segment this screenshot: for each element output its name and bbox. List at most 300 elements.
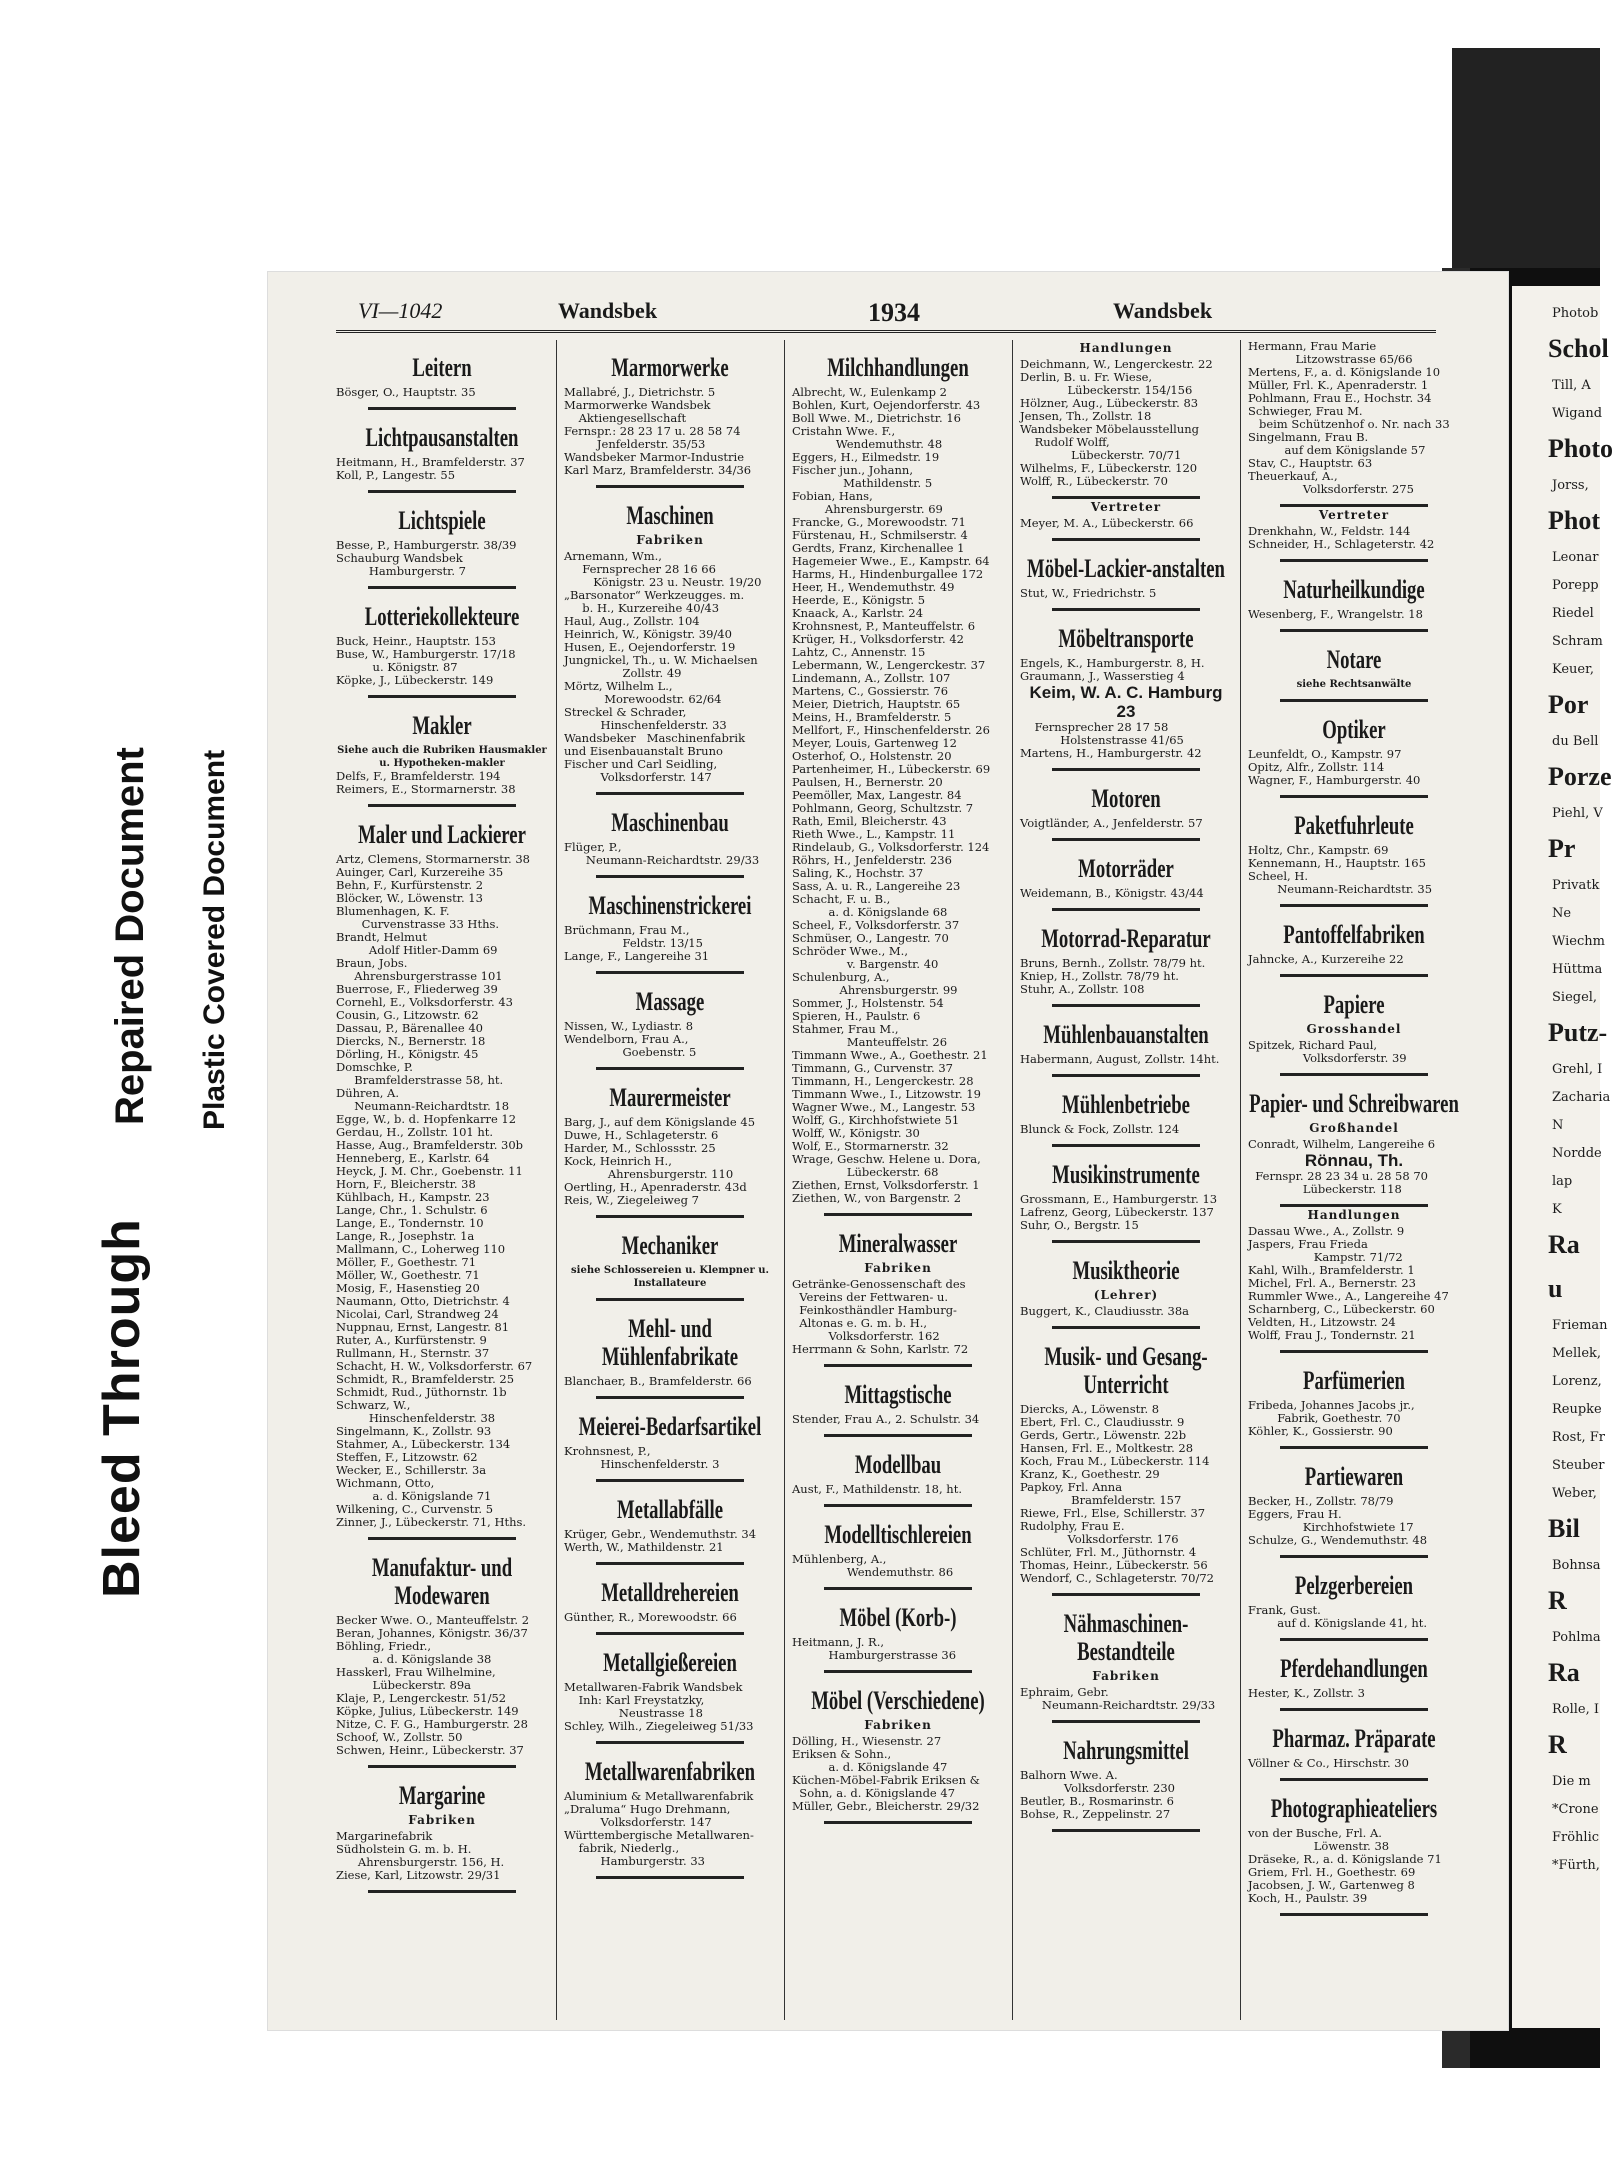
directory-entry: Bramfelderstrasse 58, ht. [336,1073,504,1087]
directory-entry: Schmüser, O., Langestr. 70 [792,931,949,945]
cross-reference-note: siehe Schlossereien u. Klempner u. Installateure [571,1265,769,1289]
directory-entry: Wagner, F., Hamburgerstr. 40 [1248,773,1421,787]
category-heading: Pantoffelfabriken [1283,920,1425,949]
section-rule [368,1890,516,1893]
adjacent-page-text: Fröhlic [1552,1830,1600,1845]
directory-entry: Reis, W., Ziegeleiweg 7 [564,1193,699,1207]
directory-entry: Rullmann, H., Sternstr. 37 [336,1346,490,1360]
category-subheading: Großhandel [1309,1121,1399,1135]
section-rule [596,792,744,795]
directory-entry: Balhorn Wwe. A. [1020,1768,1118,1782]
category-subheading: Fabriken [636,533,704,547]
directory-entry: Völlner & Co., Hirschstr. 30 [1248,1756,1409,1770]
section-rule [368,586,516,589]
directory-entry: Brüchmann, Frau M., [564,923,690,937]
directory-entry: Volksdorferstr. 162 [792,1329,940,1343]
section-rule [1052,608,1200,611]
directory-entry: Heyck, J. M. Chr., Goebenstr. 11 [336,1164,523,1178]
directory-entry: Bösger, O., Hauptstr. 35 [336,385,476,399]
directory-entry: Rath, Emil, Bleicherstr. 43 [792,814,947,828]
directory-entry: Lahtz, C., Annenstr. 15 [792,645,926,659]
directory-entry: Köpke, J., Lübeckerstr. 149 [336,673,494,687]
directory-entry: Besse, P., Hamburgerstr. 38/39 [336,538,517,552]
category-heading: Nahrungsmittel [1063,1736,1189,1765]
category-heading: Naturheilkundige [1283,575,1425,604]
directory-entry: Peemöller, Max, Langestr. 84 [792,788,962,802]
directory-entry: Litzowstrasse 65/66 [1248,352,1413,366]
adjacent-page-text: u [1548,1274,1563,1303]
directory-entry: „Draluma“ Hugo Drehmann, [564,1802,731,1816]
category-heading: Margarine [398,1781,486,1810]
directory-entry: Martens, C., Gossierstr. 76 [792,684,949,698]
directory-entry: Kahl, Wilh., Bramfelderstr. 1 [1248,1263,1415,1277]
directory-entry: Timmann, H., Lengerckestr. 28 [792,1074,974,1088]
directory-entry: Württembergische Metallwaren- [564,1828,754,1842]
section-rule [368,1765,516,1768]
running-head-left: Wandsbek [558,298,658,323]
adjacent-page-text: K [1552,1202,1562,1217]
directory-entry: Singelmann, Frau B. [1248,430,1369,444]
directory-entry: auf dem Königslande 57 [1248,443,1426,457]
firm-advertisement: Keim, W. A. C. Hamburg 23 [1029,683,1223,721]
directory-entry: Neumann-Reichardtstr. 29/33 [564,853,760,867]
directory-entry: Volksdorferstr. 147 [564,770,712,784]
directory-entry: Zollstr. 49 [564,666,682,680]
directory-entry: Wagner Wwe., M., Langestr. 53 [792,1100,976,1114]
adjacent-page-text: N [1552,1118,1564,1133]
adjacent-page-text: R [1548,1730,1567,1759]
directory-entry: Wecker, E., Schillerstr. 3a [336,1463,487,1477]
directory-entry: Volksdorferstr. 39 [1248,1051,1407,1065]
category-heading: Metallwarenfabriken [584,1757,756,1786]
section-rule [1052,1593,1200,1596]
directory-entry: Blöcker, W., Löwenstr. 13 [336,891,483,905]
directory-entry: Heinrich, W., Königstr. 39/40 [564,627,732,641]
scanner-bed-top [1452,48,1600,268]
directory-entry: Griem, Frl. H., Goethestr. 69 [1248,1865,1416,1879]
directory-entry: Domschke, P. [336,1060,413,1074]
section-rule [596,1067,744,1070]
page-number: VI—1042 [358,298,443,323]
directory-entry: Neustrasse 18 [564,1706,703,1720]
adjacent-page-text: Ne [1552,906,1572,921]
directory-entry: Nissen, W., Lydiastr. 8 [564,1019,694,1033]
directory-entry: Opitz, Alfr., Zollstr. 114 [1248,760,1385,774]
directory-entry: Hasskerl, Frau Wilhelmine, [336,1665,496,1679]
directory-entry: Fernsprecher 28 16 66 [564,562,716,576]
directory-entry: Fischer jun., Johann, [792,463,913,477]
section-rule [1280,504,1428,507]
directory-entry: Kirchhofstwiete 17 [1248,1520,1414,1534]
directory-entry: Michel, Frl. A., Bernerstr. 23 [1248,1276,1416,1290]
directory-entry: Wilhelms, F., Lübeckerstr. 120 [1020,461,1198,475]
directory-entry: Holstenstrasse 41/65 [1020,733,1184,747]
directory-entry: beim Schützenhof o. Nr. nach 33 [1248,417,1450,431]
adjacent-page-text: Schram [1552,634,1603,649]
section-rule [1280,1555,1428,1558]
directory-column-1 [336,340,548,1893]
section-rule [824,1670,972,1673]
directory-entry: Blumenhagen, K. F. [336,904,450,918]
adjacent-page-text: Zacharia [1552,1090,1611,1105]
category-heading: Lichtspiele [398,506,486,535]
directory-entry: Martens, H., Hamburgerstr. 42 [1020,746,1202,760]
directory-entry: v. Bargenstr. 40 [792,957,939,971]
directory-entry: Ahrensburgerstr. 69 [792,502,943,516]
category-heading: Mühlenbauanstalten [1043,1020,1209,1049]
section-rule [1280,1638,1428,1641]
directory-entry: Klaje, P., Lengerckestr. 51/52 [336,1691,507,1705]
adjacent-page-text: Weber, [1552,1486,1597,1501]
directory-entry: Gerdts, Franz, Kirchenallee 1 [792,541,965,555]
directory-entry: Nuppnau, Ernst, Langestr. 81 [336,1320,510,1334]
adjacent-page-text: Reupke [1552,1402,1602,1417]
directory-entry: auf d. Königslande 41, ht. [1248,1616,1428,1630]
directory-entry: Suhr, O., Bergstr. 15 [1020,1218,1139,1232]
directory-entry: Scheel, H. [1248,869,1309,883]
section-rule [596,1396,744,1399]
directory-entry: Lübeckerstr. 68 [792,1165,939,1179]
directory-entry: Buck, Heinr., Hauptstr. 153 [336,634,496,648]
cross-reference-note: Siehe auch die Rubriken Hausmakler u. Hypotheken-makler [337,745,547,769]
category-heading: Paketfuhrleute [1294,811,1414,840]
category-heading: Modelltischlereien [824,1520,972,1549]
section-rule [1052,496,1200,499]
category-heading: Mehl- und Mühlenfabrikate [601,1314,739,1371]
directory-entry: a. d. Königslande 38 [336,1652,492,1666]
directory-entry: Schröder Wwe., M., [792,944,908,958]
category-heading: Motoren [1091,784,1161,813]
category-heading: Maschinenbau [611,808,729,837]
directory-entry: Cousin, G., Litzowstr. 62 [336,1008,479,1022]
directory-entry: Schmidt, R., Bramfelderstr. 25 [336,1372,515,1386]
directory-entry: Gerds, Gertr., Löwenstr. 22b [1020,1428,1187,1442]
page-year: 1934 [868,298,920,327]
section-rule [1280,1350,1428,1353]
directory-entry: Rieth Wwe., L., Kampstr. 11 [792,827,956,841]
directory-entry: Wandsbeker Maschinenfabrik [564,731,746,745]
section-rule [1280,699,1428,702]
directory-entry: Böhling, Friedr., [336,1639,432,1653]
category-heading: Mühlenbetriebe [1062,1090,1190,1119]
directory-entry: Kranz, K., Goethestr. 29 [1020,1467,1160,1481]
directory-entry: Schlüter, Frl. M., Jüthornstr. 4 [1020,1545,1197,1559]
section-rule [1280,795,1428,798]
category-heading: Meierei-Bedarfsartikel [578,1412,762,1441]
directory-entry: Stender, Frau A., 2. Schulstr. 34 [792,1412,980,1426]
directory-entry: Ahrensburgerstrasse 101 [336,969,503,983]
directory-entry: Krüger, Gebr., Wendemuthstr. 34 [564,1527,757,1541]
directory-entry: Neumann-Reichardtstr. 35 [1248,882,1433,896]
adjacent-page-text: Wiechm [1552,934,1605,949]
directory-entry: Karl Marz, Bramfelderstr. 34/36 [564,463,752,477]
directory-entry: „Barsonator“ Werkzeugges. m. [564,588,745,602]
directory-entry: Neumann-Reichardtstr. 29/33 [1020,1698,1216,1712]
category-heading: Massage [635,987,705,1016]
directory-entry: Paulsen, H., Bernerstr. 20 [792,775,943,789]
directory-entry: Meyer, M. A., Lübeckerstr. 66 [1020,516,1194,530]
directory-entry: Möller, W., Goethestr. 71 [336,1268,480,1282]
directory-entry: Müller, Frl. K., Apenraderstr. 1 [1248,378,1429,392]
directory-entry: Kühlbach, H., Kampstr. 23 [336,1190,490,1204]
directory-entry: Schacht, H. W., Volksdorferstr. 67 [336,1359,533,1373]
directory-entry: Eriksen & Sohn., [792,1747,892,1761]
directory-entry: Vereins der Fettwaren- u. [792,1290,949,1304]
directory-entry: Gerdau, H., Zollstr. 101 ht. [336,1125,494,1139]
directory-entry: Fernsprecher 28 17 58 [1020,720,1169,734]
directory-entry: Cristahn Wwe. F., [792,424,896,438]
adjacent-page-text: Till, A [1552,378,1591,393]
adjacent-page-text: Riedel [1552,606,1594,621]
directory-entry: Albrecht, W., Eulenkamp 2 [792,385,947,399]
directory-entry: Lange, Chr., 1. Schulstr. 6 [336,1203,488,1217]
adjacent-page-text: Rost, Fr [1552,1430,1606,1445]
directory-entry: Wolff, G., Kirchhofstwiete 51 [792,1113,960,1127]
category-heading: Musikinstrumente [1052,1160,1200,1189]
adjacent-page-fragment [1512,286,1613,2028]
directory-entry: Metallwaren-Fabrik Wandsbek [564,1680,743,1694]
directory-entry: Rudolphy, Frau E. [1020,1519,1125,1533]
adjacent-page-text: Keuer, [1552,662,1595,677]
directory-entry: Fürstenau, H., Schmilserstr. 4 [792,528,968,542]
category-heading: Notare [1326,645,1382,674]
directory-entry: Buse, W., Hamburgerstr. 17/18 [336,647,516,661]
directory-entry: Herrmann & Sohn, Karlstr. 72 [792,1342,969,1356]
directory-entry: Schneider, H., Schlageterstr. 42 [1248,537,1435,551]
directory-entry: von der Busche, Frl. A. [1248,1826,1382,1840]
directory-entry: Meins, H., Bramfelderstr. 5 [792,710,952,724]
directory-entry: Hasse, Aug., Bramfelderstr. 30b [336,1138,524,1152]
category-heading: Maler und Lackierer [358,820,526,849]
directory-entry: Röhrs, H., Jenfelderstr. 236 [792,853,952,867]
directory-entry: Küchen-Möbel-Fabrik Eriksen & [792,1773,980,1787]
directory-entry: Osterhof, O., Holstenstr. 20 [792,749,952,763]
directory-entry: Schwarz, W., [336,1398,411,1412]
adjacent-page-text: Photo [1548,434,1613,463]
category-heading: Milchhandlungen [827,353,969,382]
section-rule [1280,559,1428,562]
category-subheading: Fabriken [1092,1669,1160,1683]
directory-entry: Rudolf Wolff, [1020,435,1110,449]
directory-entry: Lübeckerstr. 70/71 [1020,448,1182,462]
directory-entry: Wolff, W., Königstr. 30 [792,1126,920,1140]
running-head-right: Wandsbek [1113,298,1213,323]
category-subheading: Vertreter [1090,500,1162,514]
directory-entry: Ziethen, Ernst, Volksdorferstr. 1 [792,1178,980,1192]
directory-entry: Bohlen, Kurt, Oejendorferstr. 43 [792,398,981,412]
directory-entry: Schmidt, Rud., Jüthornstr. 1b [336,1385,507,1399]
directory-entry: Bramfelderstr. 157 [1020,1493,1182,1507]
category-subheading: Vertreter [1318,508,1390,522]
category-heading: Manufaktur- und Modewaren [371,1553,513,1610]
section-rule [1280,1778,1428,1781]
directory-entry: Kniep, H., Zollstr. 78/79 ht. [1020,969,1179,983]
category-heading: Maurermeister [609,1083,731,1112]
adjacent-page-text: Ra [1548,1658,1580,1687]
category-heading: Partiewaren [1304,1462,1404,1491]
directory-entry: Naumann, Otto, Dietrichstr. 4 [336,1294,510,1308]
directory-entry: Koch, H., Paulstr. 39 [1248,1891,1368,1905]
directory-entry: Flüger, P., [564,840,622,854]
section-rule [1280,1204,1428,1207]
directory-entry: Riewe, Frl., Else, Schillerstr. 37 [1020,1506,1206,1520]
adjacent-page-text: Grehl, I [1552,1062,1603,1077]
category-heading: Papier- und Schreibwaren [1249,1089,1459,1118]
section-rule [824,1504,972,1507]
directory-entry: Wolff, Frau J., Tondernstr. 21 [1248,1328,1416,1342]
adjacent-page-text: Jorss, [1552,478,1589,493]
section-rule [596,1298,744,1301]
column-divider [784,340,785,2020]
directory-entry: Wichmann, Otto, [336,1476,435,1490]
directory-entry: Morewoodstr. 62/64 [564,692,722,706]
directory-entry: Barg, J., auf dem Königslande 45 [564,1115,756,1129]
directory-entry: Kampstr. 71/72 [1248,1250,1403,1264]
category-heading: Lichtpausanstalten [365,423,519,452]
directory-entry: Wendemuthstr. 48 [792,437,943,451]
directory-entry: Cornehl, E., Volksdorferstr. 43 [336,995,513,1009]
directory-entry: Wendelborn, Frau A., [564,1032,689,1046]
directory-entry: Krohnsnest, P., [564,1444,651,1458]
directory-entry: Blunck & Fock, Zollstr. 124 [1020,1122,1180,1136]
directory-entry: Engels, K., Hamburgerstr. 8, H. [1020,656,1205,670]
directory-entry: Thomas, Heinr., Lübeckerstr. 56 [1020,1558,1208,1572]
directory-entry: Löwenstr. 38 [1248,1839,1390,1853]
section-rule [1280,1073,1428,1076]
section-rule [596,1632,744,1635]
directory-entry: Sass, A. u. R., Langereihe 23 [792,879,961,893]
directory-entry: Hamburgerstr. 33 [564,1854,705,1868]
directory-entry: Veldten, H., Litzowstr. 24 [1248,1315,1396,1329]
section-rule [368,804,516,807]
directory-entry: Kock, Heinrich H., [564,1154,672,1168]
directory-entry: Saling, K., Hochstr. 37 [792,866,924,880]
directory-column-2 [564,340,776,1879]
category-heading: Makler [412,711,472,740]
directory-entry: Feldstr. 13/15 [564,936,703,950]
section-rule [824,1434,972,1437]
directory-entry: Fernspr. 28 23 34 u. 28 58 70 [1248,1169,1428,1183]
directory-entry: Lafrenz, Georg, Lübeckerstr. 137 [1020,1205,1214,1219]
directory-entry: Fabrik, Goethestr. 70 [1248,1411,1401,1425]
category-subheading: (Lehrer) [1093,1288,1159,1302]
directory-entry: Nitze, C. F. G., Hamburgerstr. 28 [336,1717,528,1731]
directory-entry: Fobian, Hans, [792,489,873,503]
adjacent-page-text: Phot [1548,506,1600,535]
category-heading: Modellbau [854,1450,942,1479]
directory-entry: Königstr. 23 u. Neustr. 19/20 [564,575,762,589]
directory-column-5 [1248,340,1460,1916]
directory-entry: Günther, R., Morewoodstr. 66 [564,1610,737,1624]
directory-entry: Volksdorferstr. 147 [564,1815,712,1829]
adjacent-page-text: Die m [1552,1774,1591,1789]
category-subheading: Grosshandel [1306,1022,1402,1036]
directory-entry: Stahmer, A., Lübeckerstr. 134 [336,1437,511,1451]
directory-entry: Braun, Jobs. [336,956,408,970]
directory-entry: Volksdorferstr. 275 [1248,482,1414,496]
directory-entry: Dörling, H., Königstr. 45 [336,1047,479,1061]
directory-entry: Lange, F., Langereihe 31 [564,949,710,963]
directory-entry: u. Königstr. 87 [336,660,458,674]
directory-entry: Beran, Johannes, Königstr. 36/37 [336,1626,528,1640]
category-heading: Optiker [1322,715,1386,744]
directory-entry: Manteuffelstr. 26 [792,1035,948,1049]
directory-entry: Haul, Aug., Zollstr. 104 [564,614,700,628]
directory-entry: Heitmann, H., Bramfelderstr. 37 [336,455,525,469]
directory-entry: Hagemeier Wwe., E., Kampstr. 64 [792,554,990,568]
directory-entry: Deichmann, W., Lengerckestr. 22 [1020,357,1213,371]
directory-entry: Spieren, H., Paulstr. 6 [792,1009,921,1023]
directory-entry: Marmorwerke Wandsbek [564,398,711,412]
adjacent-page-text: Pohlma [1552,1630,1601,1645]
directory-entry: Becker, H., Zollstr. 78/79 [1248,1494,1394,1508]
adjacent-page-text: Porepp [1552,578,1599,593]
adjacent-page-text: Privatk [1552,878,1600,893]
directory-entry: Drenkhahn, W., Feldstr. 144 [1248,524,1411,538]
category-subheading: Fabriken [864,1261,932,1275]
directory-entry: Beutler, B., Rosmarinstr. 6 [1020,1794,1174,1808]
directory-entry: Rindelaub, G., Volksdorferstr. 124 [792,840,990,854]
category-subheading: Handlungen [1307,1208,1401,1222]
directory-entry: Holtz, Chr., Kampstr. 69 [1248,843,1389,857]
directory-entry: Egge, W., b. d. Hopfenkarre 12 [336,1112,517,1126]
directory-entry: Jacobsen, J. W., Gartenweg 8 [1248,1878,1415,1892]
directory-entry: Horn, F., Bleicherstr. 38 [336,1177,476,1191]
plastic-covered-stamp: Plastic Covered Document [198,749,231,1130]
directory-entry: Schley, Wilh., Ziegeleiweg 51/33 [564,1719,754,1733]
category-heading: Lotteriekollekteure [364,602,520,631]
section-rule [1052,838,1200,841]
adjacent-page-text: Schol [1548,334,1609,363]
category-heading: Möbel (Verschiedene) [811,1686,985,1715]
directory-entry: Wandsbeker Marmor-Industrie [564,450,745,464]
adjacent-page-text: Leonar [1552,550,1599,565]
directory-entry: Wendorf, C., Schlageterstr. 70/72 [1020,1571,1214,1585]
category-heading: Mechaniker [621,1231,719,1260]
directory-entry: Conradt, Wilhelm, Langereihe 6 [1248,1137,1436,1151]
directory-entry: Köpke, Julius, Lübeckerstr. 149 [336,1704,519,1718]
directory-entry: Lübeckerstr. 89a [336,1678,472,1692]
directory-entry: Derlin, B. u. Fr. Wiese, [1020,370,1153,384]
directory-entry: Partenheimer, H., Lübeckerstr. 69 [792,762,991,776]
category-heading: Möbeltransporte [1058,624,1194,653]
category-heading: Marmorwerke [611,353,729,382]
directory-entry: Leunfeldt, O., Kampstr. 97 [1248,747,1402,761]
directory-entry: Boll Wwe. M., Dietrichstr. 16 [792,411,961,425]
directory-entry: Krohnsnest, P., Manteuffelstr. 6 [792,619,976,633]
directory-entry: Hansen, Frl. E., Moltkestr. 28 [1020,1441,1194,1455]
directory-column-4 [1020,340,1232,1832]
section-rule [1052,538,1200,541]
adjacent-page-text: du Bell [1552,734,1599,749]
directory-entry: Meier, Dietrich, Hauptstr. 65 [792,697,961,711]
directory-entry: Hinschenfelderstr. 33 [564,718,727,732]
adjacent-page-text: Steuber [1552,1458,1605,1473]
directory-entry: Henneberg, E., Karlstr. 64 [336,1151,490,1165]
directory-entry: Volksdorferstr. 176 [1020,1532,1179,1546]
directory-entry: Ziethen, W., von Bargenstr. 2 [792,1191,962,1205]
directory-entry: Mertens, F., a. d. Königslande 10 [1248,365,1441,379]
adjacent-page-text: Por [1548,690,1589,719]
column-divider [556,340,557,2020]
directory-entry: Jenfelderstr. 35/53 [564,437,706,451]
section-rule [1052,1240,1200,1243]
section-rule [1052,1829,1200,1832]
directory-entry: Curvenstrasse 33 Hths. [336,917,500,931]
directory-entry: Lindemann, A., Zollstr. 107 [792,671,951,685]
directory-entry: Knaack, A., Karlstr. 24 [792,606,924,620]
directory-entry: Ahrensburgerstr. 99 [792,983,958,997]
